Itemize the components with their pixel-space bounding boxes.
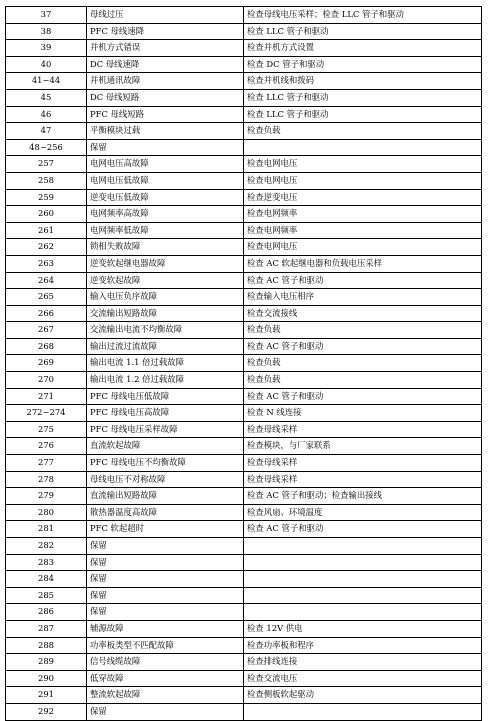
fault-action-cell	[244, 554, 482, 571]
fault-action-cell: 检查母线采样	[244, 471, 482, 488]
fault-code-cell: 275	[6, 421, 87, 438]
fault-code-cell: 284	[6, 571, 87, 588]
table-row	[6, 305, 482, 322]
table-row	[6, 106, 482, 123]
fault-action-cell: 检查 AC 管子和驱动	[244, 272, 482, 289]
table-row	[6, 272, 482, 289]
fault-code-cell: 281	[6, 521, 87, 538]
fault-code-table-body	[6, 7, 482, 721]
table-row	[6, 40, 482, 57]
table-row	[6, 355, 482, 372]
fault-name-cell: 逆变软起故障	[87, 272, 244, 289]
fault-name-cell: 保留	[87, 554, 244, 571]
table-row	[6, 289, 482, 306]
table-row	[6, 89, 482, 106]
fault-action-cell: 检查电网频率	[244, 222, 482, 239]
fault-code-cell: 41~44	[6, 73, 87, 90]
fault-name-cell: 逆变软起继电器故障	[87, 255, 244, 272]
fault-code-cell: 37	[6, 7, 87, 24]
fault-code-cell: 272~274	[6, 405, 87, 422]
table-row	[6, 703, 482, 720]
fault-name-cell: 辅源故障	[87, 620, 244, 637]
fault-name-cell: 整流软起故障	[87, 687, 244, 704]
fault-name-cell: 逆变电压低故障	[87, 189, 244, 206]
table-row	[6, 571, 482, 588]
fault-name-cell: 保留	[87, 587, 244, 604]
fault-code-cell: 264	[6, 272, 87, 289]
fault-code-cell: 257	[6, 156, 87, 173]
table-row	[6, 637, 482, 654]
fault-code-cell: 286	[6, 604, 87, 621]
fault-action-cell: 检查排线连接	[244, 654, 482, 671]
fault-code-cell: 278	[6, 471, 87, 488]
fault-action-cell: 检查 AC 管子和驱动	[244, 521, 482, 538]
fault-name-cell: PFC 母线速降	[87, 23, 244, 40]
fault-action-cell: 检查 AC 管子和驱动	[244, 388, 482, 405]
fault-action-cell: 检查电网电压	[244, 156, 482, 173]
table-row	[6, 521, 482, 538]
fault-code-cell: 266	[6, 305, 87, 322]
fault-name-cell: 电网频率高故障	[87, 206, 244, 223]
fault-action-cell: 检查电网频率	[244, 206, 482, 223]
fault-code-cell: 261	[6, 222, 87, 239]
fault-code-cell: 258	[6, 172, 87, 189]
fault-action-cell: 检查交流接线	[244, 305, 482, 322]
fault-code-cell: 263	[6, 255, 87, 272]
table-row	[6, 255, 482, 272]
fault-code-cell: 280	[6, 504, 87, 521]
fault-code-cell: 38	[6, 23, 87, 40]
fault-code-cell: 283	[6, 554, 87, 571]
table-row	[6, 654, 482, 671]
fault-code-cell: 45	[6, 89, 87, 106]
fault-code-cell: 288	[6, 637, 87, 654]
fault-name-cell: PFC 母线电压采样故障	[87, 421, 244, 438]
fault-name-cell: PFC 母线电压低故障	[87, 388, 244, 405]
fault-name-cell: 信号线缆故障	[87, 654, 244, 671]
table-row	[6, 7, 482, 24]
fault-code-cell: 268	[6, 338, 87, 355]
fault-code-cell: 279	[6, 488, 87, 505]
fault-name-cell: 直流输出短路故障	[87, 488, 244, 505]
fault-action-cell: 检查 LLC 管子和驱动	[244, 89, 482, 106]
fault-action-cell	[244, 538, 482, 555]
table-row	[6, 322, 482, 339]
table-row	[6, 538, 482, 555]
fault-name-cell: 保留	[87, 139, 244, 156]
fault-name-cell: 功率板类型不匹配故障	[87, 637, 244, 654]
fault-code-cell: 287	[6, 620, 87, 637]
fault-name-cell: PFC 母线电压不均衡故障	[87, 455, 244, 472]
fault-code-cell: 262	[6, 239, 87, 256]
fault-action-cell: 检查 12V 供电	[244, 620, 482, 637]
fault-action-cell: 检查负载	[244, 322, 482, 339]
fault-code-cell: 290	[6, 670, 87, 687]
fault-code-cell: 269	[6, 355, 87, 372]
table-row	[6, 172, 482, 189]
fault-action-cell: 检查并机方式设置	[244, 40, 482, 57]
fault-code-cell: 39	[6, 40, 87, 57]
fault-name-cell: PFC 母线电压高故障	[87, 405, 244, 422]
fault-action-cell	[244, 139, 482, 156]
fault-name-cell: 母线电压不对称故障	[87, 471, 244, 488]
fault-action-cell: 检查 AC 软起继电器和负载电压采样	[244, 255, 482, 272]
fault-code-cell: 265	[6, 289, 87, 306]
fault-name-cell: 并机方式错误	[87, 40, 244, 57]
table-row	[6, 504, 482, 521]
fault-name-cell: PFC 母线短路	[87, 106, 244, 123]
fault-code-cell: 46	[6, 106, 87, 123]
fault-action-cell: 检查 N 线连接	[244, 405, 482, 422]
fault-code-cell: 47	[6, 123, 87, 140]
table-row	[6, 455, 482, 472]
fault-action-cell: 检查 LLC 管子和驱动	[244, 23, 482, 40]
fault-action-cell: 检查并机线和拨码	[244, 73, 482, 90]
fault-action-cell: 检查侧板软起驱动	[244, 687, 482, 704]
fault-code-table	[5, 6, 482, 721]
fault-name-cell: 低穿故障	[87, 670, 244, 687]
fault-code-cell: 40	[6, 56, 87, 73]
table-row	[6, 421, 482, 438]
fault-name-cell: 输出电流 1.1 倍过载故障	[87, 355, 244, 372]
fault-code-cell: 277	[6, 455, 87, 472]
fault-action-cell: 检查交流电压	[244, 670, 482, 687]
fault-name-cell: 电网电压高故障	[87, 156, 244, 173]
table-row	[6, 56, 482, 73]
fault-name-cell: 电网频率低故障	[87, 222, 244, 239]
fault-action-cell: 检查逆变电压	[244, 189, 482, 206]
table-row	[6, 388, 482, 405]
fault-code-cell: 282	[6, 538, 87, 555]
fault-name-cell: 直流软起故障	[87, 438, 244, 455]
fault-code-cell: 259	[6, 189, 87, 206]
fault-name-cell: 交流输出电流不均衡故障	[87, 322, 244, 339]
fault-name-cell: 保留	[87, 604, 244, 621]
fault-name-cell: 并机通讯故障	[87, 73, 244, 90]
fault-action-cell	[244, 587, 482, 604]
fault-name-cell: PFC 软起超时	[87, 521, 244, 538]
fault-code-cell: 291	[6, 687, 87, 704]
fault-code-cell: 285	[6, 587, 87, 604]
fault-name-cell: 保留	[87, 538, 244, 555]
fault-name-cell: DC 母线短路	[87, 89, 244, 106]
fault-action-cell: 检查母线电压采样；检查 LLC 管子和驱动	[244, 7, 482, 24]
table-row	[6, 73, 482, 90]
fault-name-cell: 输出过流过流故障	[87, 338, 244, 355]
fault-code-cell: 260	[6, 206, 87, 223]
fault-code-cell: 267	[6, 322, 87, 339]
fault-action-cell: 检查负载	[244, 372, 482, 389]
table-row	[6, 670, 482, 687]
fault-action-cell: 检查电网电压	[244, 239, 482, 256]
table-row	[6, 222, 482, 239]
fault-action-cell: 检查 AC 管子和驱动	[244, 338, 482, 355]
table-row	[6, 687, 482, 704]
fault-action-cell	[244, 604, 482, 621]
fault-name-cell: 交流输出短路故障	[87, 305, 244, 322]
fault-name-cell: 保留	[87, 571, 244, 588]
table-row	[6, 239, 482, 256]
fault-action-cell: 检查负载	[244, 123, 482, 140]
fault-name-cell: 电网电压低故障	[87, 172, 244, 189]
table-row	[6, 405, 482, 422]
table-row	[6, 587, 482, 604]
table-row	[6, 189, 482, 206]
fault-action-cell	[244, 571, 482, 588]
fault-action-cell: 检查风扇、环境温度	[244, 504, 482, 521]
table-row	[6, 620, 482, 637]
fault-action-cell: 检查 LLC 管子和驱动	[244, 106, 482, 123]
table-row	[6, 123, 482, 140]
table-row	[6, 488, 482, 505]
fault-name-cell: 锁相失败故障	[87, 239, 244, 256]
table-row	[6, 23, 482, 40]
fault-action-cell: 检查母线采样	[244, 421, 482, 438]
fault-action-cell: 检查母线采样	[244, 455, 482, 472]
fault-code-cell: 48~256	[6, 139, 87, 156]
fault-action-cell	[244, 703, 482, 720]
fault-name-cell: 平衡模块过载	[87, 123, 244, 140]
fault-code-cell: 289	[6, 654, 87, 671]
fault-name-cell: 散热器温度高故障	[87, 504, 244, 521]
table-row	[6, 156, 482, 173]
fault-code-cell: 271	[6, 388, 87, 405]
fault-action-cell: 检查 AC 管子和驱动；检查输出接线	[244, 488, 482, 505]
table-row	[6, 372, 482, 389]
fault-name-cell: 母线过压	[87, 7, 244, 24]
fault-action-cell: 检查电网电压	[244, 172, 482, 189]
table-row	[6, 139, 482, 156]
fault-code-cell: 292	[6, 703, 87, 720]
fault-name-cell: 输入电压负序故障	[87, 289, 244, 306]
fault-action-cell: 检查 DC 管子和驱动	[244, 56, 482, 73]
fault-action-cell: 检查输入电压相序	[244, 289, 482, 306]
fault-code-cell: 276	[6, 438, 87, 455]
table-row	[6, 554, 482, 571]
table-row	[6, 471, 482, 488]
fault-action-cell: 检查模块，与厂家联系	[244, 438, 482, 455]
fault-code-cell: 270	[6, 372, 87, 389]
fault-name-cell: DC 母线速降	[87, 56, 244, 73]
fault-action-cell: 检查负载	[244, 355, 482, 372]
table-row	[6, 338, 482, 355]
table-row	[6, 438, 482, 455]
fault-name-cell: 保留	[87, 703, 244, 720]
fault-name-cell: 输出电流 1.2 倍过载故障	[87, 372, 244, 389]
table-row	[6, 604, 482, 621]
fault-action-cell: 检查功率板和程序	[244, 637, 482, 654]
table-row	[6, 206, 482, 223]
